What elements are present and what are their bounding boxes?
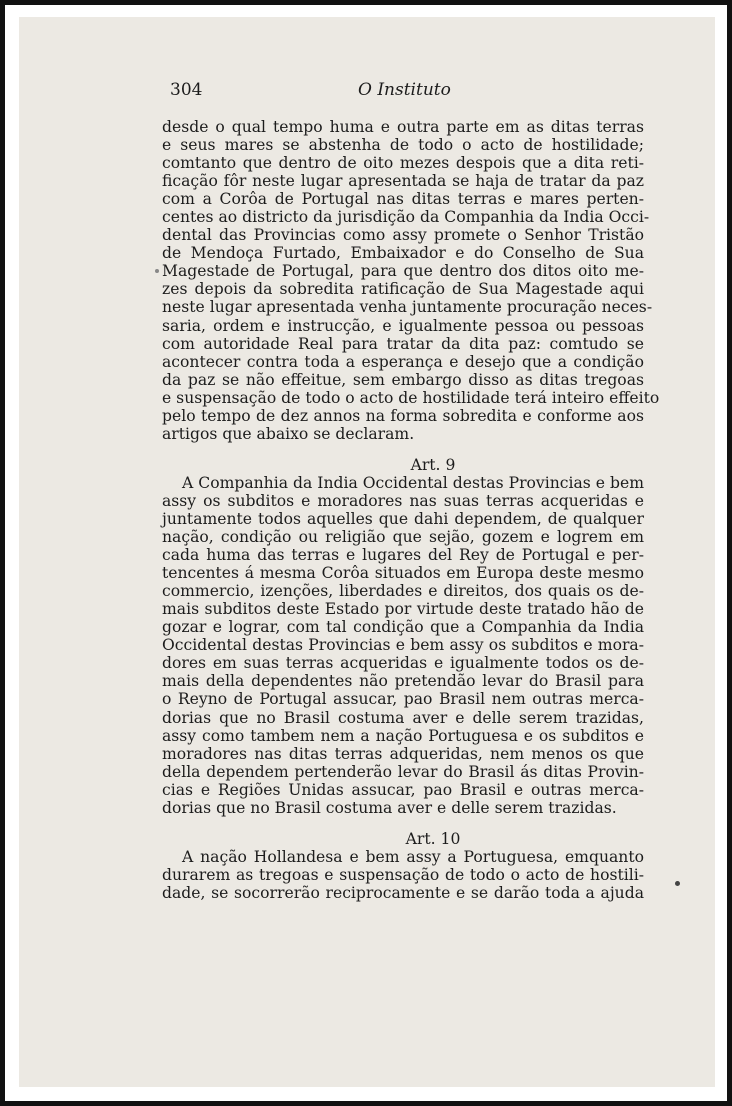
text-line: commercio, izenções, liberdades e direitos, dos quais os de- bbox=[162, 582, 644, 601]
ink-speck bbox=[675, 881, 680, 886]
text-line: assy os subditos e moradores nas suas terras acqueridas e bbox=[162, 491, 644, 510]
text-line: mais subditos deste Estado por virtude deste tratado hão de bbox=[162, 600, 644, 619]
text-line: A nação Hollandesa e bem assy a Portuguesa, emquanto bbox=[182, 847, 644, 866]
page-body bbox=[162, 118, 660, 902]
text-line: com autoridade Real para tratar da dita paz: comtudo se bbox=[162, 334, 644, 353]
text-line: artigos que abaixo se declaram. bbox=[162, 424, 415, 443]
text-line: Occidental destas Provincias e bem assy os subditos e mora- bbox=[162, 636, 644, 655]
text-line: mais della dependentes não pretendão levar do Brasil para bbox=[162, 672, 644, 691]
running-title: O Instituto bbox=[358, 80, 451, 100]
text-line: desde o qual tempo huma e outra parte em as ditas terras bbox=[162, 118, 644, 136]
text-line: tencentes á mesma Corôa situados em Europa deste mesmo bbox=[162, 564, 644, 583]
text-line: dores em suas terras acqueridas e igualmente todos os de- bbox=[162, 654, 644, 673]
text-line: cias e Regiões Unidas assucar, pao Brasil e outras merca- bbox=[162, 780, 644, 799]
text-line: saria, ordem e instrucção, e igualmente pessoa ou pessoas bbox=[162, 316, 644, 335]
text-line: acontecer contra toda a esperança e desejo que a condição bbox=[162, 352, 644, 371]
text-line: gozar e lograr, com tal condição que a Companhia da India bbox=[162, 618, 644, 637]
text-line: della dependem pertenderão levar do Brasil ás ditas Provin- bbox=[162, 762, 644, 781]
text-line: A Companhia da India Occidental destas Provincias e bem bbox=[182, 473, 644, 492]
ink-speck bbox=[155, 269, 159, 273]
text-line: de Mendoça Furtado, Embaixador e do Conselho de Sua bbox=[162, 244, 644, 263]
text-line: nação, condição ou religião que sejão, gozem e logrem em bbox=[162, 528, 644, 547]
text-line: cada huma das terras e lugares del Rey de Portugal e per- bbox=[162, 546, 644, 565]
text-line: dorias que no Brasil costuma aver e delle serem trazidas. bbox=[162, 798, 617, 817]
text-line: o Reyno de Portugal assucar, pao Brasil nem outras merca- bbox=[162, 690, 644, 709]
text-line: assy como tambem nem a nação Portuguesa e os subditos e bbox=[162, 726, 644, 745]
page-header bbox=[162, 80, 644, 104]
text-line: ficação fôr neste lugar apresentada se haja de tratar da paz bbox=[162, 172, 644, 191]
text-line: dade, se socorrerão reciprocamente e se darão toda a ajuda bbox=[162, 883, 644, 902]
text-line: pelo tempo de dez annos na forma sobredita e conforme aos bbox=[162, 406, 644, 425]
text-line: Magestade de Portugal, para que dentro dos ditos oito me- bbox=[162, 262, 644, 281]
article-9 bbox=[162, 456, 644, 817]
text-line: durarem as tregoas e suspensação de todo o acto de hostili- bbox=[162, 865, 644, 884]
text-line: e seus mares se abstenha de todo o acto de hostilidade; bbox=[162, 136, 644, 155]
article-10 bbox=[162, 830, 644, 902]
text-line: zes depois da sobredita ratificação de Sua Magestade aqui bbox=[162, 280, 644, 299]
text-line: moradores nas ditas terras adqueridas, nem menos os que bbox=[162, 744, 644, 763]
text-line: dental das Provincias como assy promete o Senhor Tristão bbox=[162, 226, 644, 245]
article-heading: Art. 10 bbox=[405, 829, 461, 848]
article-heading: Art. 9 bbox=[410, 455, 456, 474]
text-line: dorias que no Brasil costuma aver e delle serem trazidas, bbox=[162, 708, 644, 727]
text-line: da paz se não effeitue, sem embargo disso as ditas tregoas bbox=[162, 370, 644, 389]
page-number: 304 bbox=[170, 80, 203, 100]
text-line: e suspensação de todo o acto de hostilidade terá inteiro effeito bbox=[162, 388, 660, 407]
text-line: comtanto que dentro de oito mezes despois que a dita reti- bbox=[162, 154, 644, 173]
text-line: neste lugar apresentada venha juntamente procuração neces- bbox=[162, 298, 653, 317]
text-line: centes ao districto da jurisdição da Companhia da India Occi- bbox=[162, 208, 650, 227]
text-line: juntamente todos aquelles que dahi dependem, de qualquer bbox=[162, 509, 644, 528]
paragraph-continuation bbox=[162, 118, 660, 443]
text-line: com a Corôa de Portugal nas ditas terras e mares perten- bbox=[162, 190, 644, 209]
